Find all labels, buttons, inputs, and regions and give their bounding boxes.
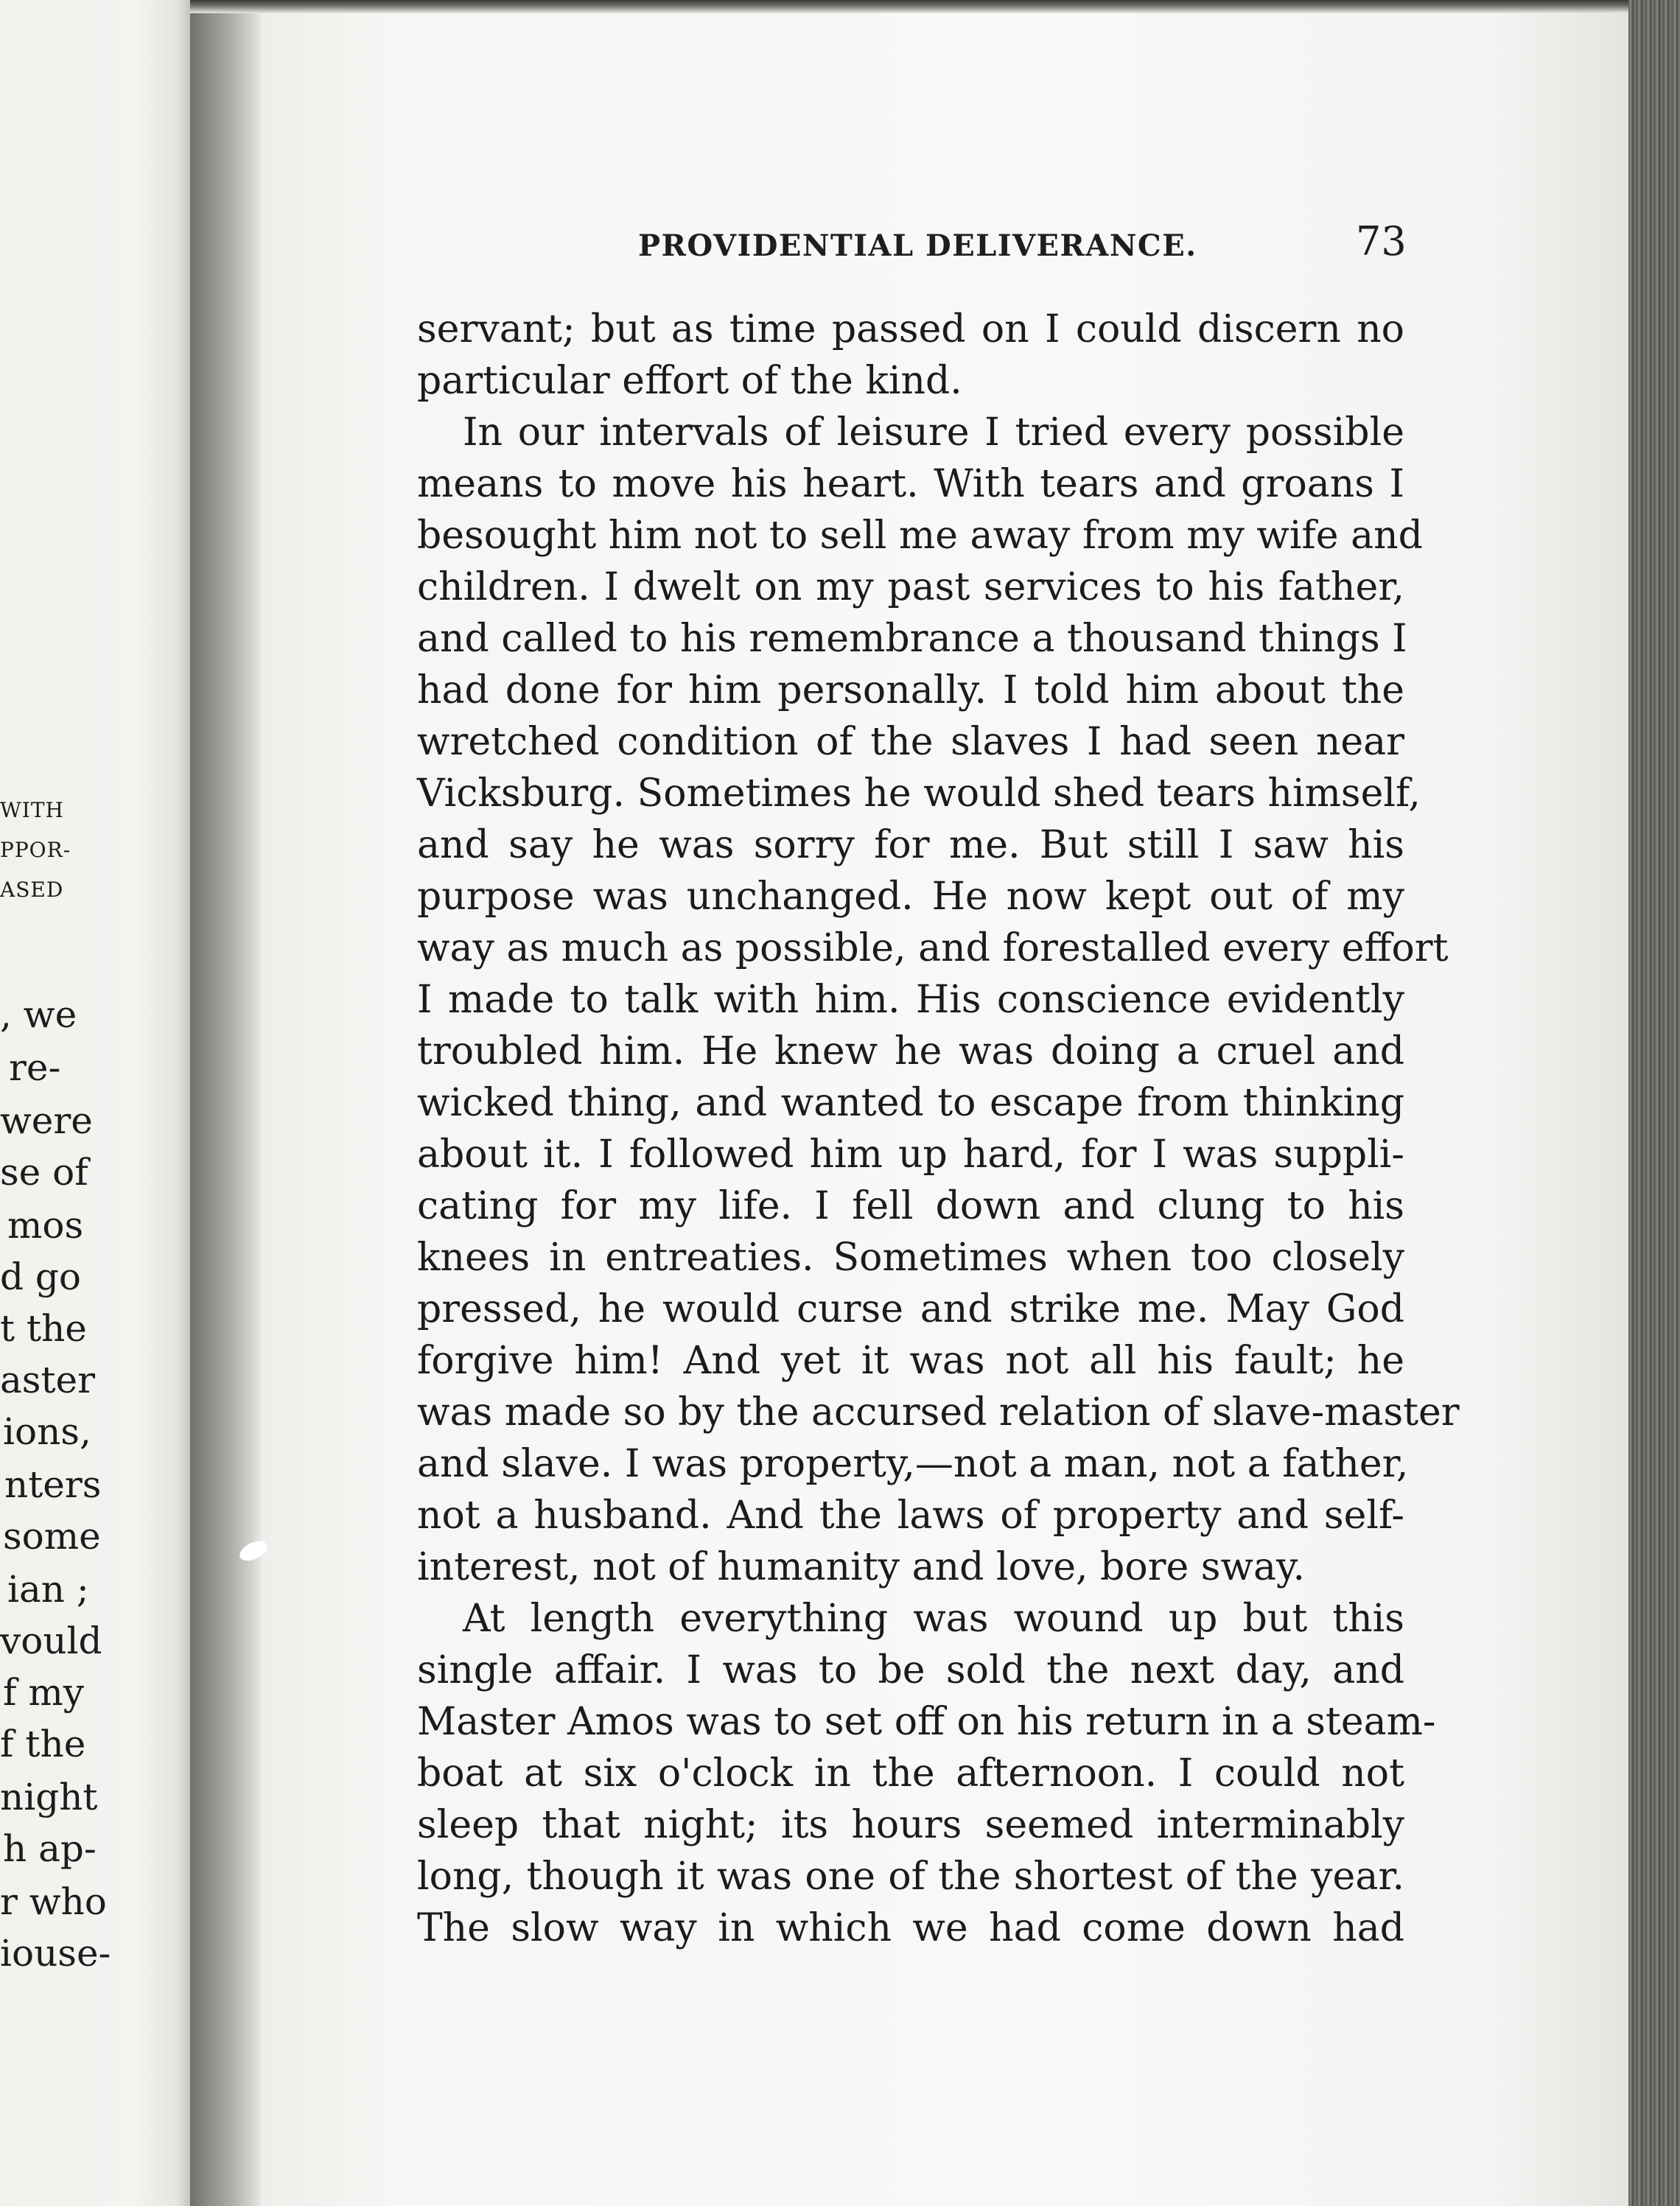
text-line: long, though it was one of the shortest of the year. (417, 1855, 1404, 1899)
left-page-line: ian ; (7, 1568, 89, 1611)
left-page-line: were (0, 1099, 93, 1142)
left-page-text (0, 0, 193, 2206)
text-line: way as much as possible, and forestalled every effort (417, 926, 1449, 970)
left-page-line: , we (0, 993, 77, 1036)
left-page-line: vould (0, 1620, 102, 1662)
text-line: and say he was sorry for me. But still I saw his (417, 823, 1404, 867)
text-line: Master Amos was to set off on his return in a steam- (417, 1700, 1436, 1744)
page-number: 73 (1356, 218, 1407, 265)
left-page-line: re- (9, 1046, 61, 1089)
left-page-line: r who (0, 1880, 107, 1923)
text-line: and called to his remembrance a thousand things I (417, 617, 1407, 661)
text-line: In our intervals of leisure I tried every possible (463, 410, 1404, 455)
text-line: wretched condition of the slaves I had seen near (417, 720, 1404, 764)
text-line: particular effort of the kind. (417, 359, 962, 403)
text-line: means to move his heart. With tears and groans I (417, 462, 1404, 506)
left-page-line: ASED (0, 878, 64, 902)
left-page-line: PPOR- (0, 838, 71, 862)
text-line: knees in entreaties. Sometimes when too closely (417, 1236, 1404, 1280)
left-page-line: mos (7, 1204, 84, 1247)
text-line: Vicksburg. Sometimes he would shed tears himself, (417, 771, 1421, 816)
text-line: The slow way in which we had come down had (417, 1906, 1404, 1950)
text-line: wicked thing, and wanted to escape from thinking (417, 1081, 1404, 1125)
left-page-line: h ap- (3, 1827, 97, 1870)
book-gutter (190, 0, 261, 2206)
left-page-line: f my (3, 1671, 85, 1714)
left-page-line: se of (0, 1151, 88, 1194)
text-line: and slave. I was property,—not a man, not a father, (417, 1442, 1409, 1486)
left-page-line: f the (0, 1723, 86, 1765)
left-page-line: t the (0, 1307, 87, 1350)
text-line: single affair. I was to be sold the next day, and (417, 1648, 1404, 1692)
left-page-line: some (3, 1515, 101, 1558)
text-line: had done for him personally. I told him about the (417, 668, 1404, 712)
text-line: about it. I followed him up hard, for I was suppli- (417, 1132, 1404, 1177)
left-page-line: aster (0, 1359, 96, 1401)
text-line: not a husband. And the laws of property and self- (417, 1494, 1404, 1538)
text-line: pressed, he would curse and strike me. May God (417, 1287, 1404, 1331)
text-line: sleep that night; its hours seemed interminably (417, 1803, 1404, 1847)
text-line: purpose was unchanged. He now kept out of my (417, 875, 1404, 919)
text-line: forgive him! And yet it was not all his fault; he (417, 1339, 1404, 1383)
text-line: troubled him. He knew he was doing a cruel and (417, 1029, 1404, 1074)
text-line: interest, not of humanity and love, bore sway. (417, 1545, 1305, 1589)
left-page-line: d go (0, 1256, 82, 1298)
left-page-line: nters (4, 1463, 102, 1506)
text-line: cating for my life. I fell down and clung to his (417, 1184, 1404, 1228)
text-line: I made to talk with him. His conscience evidently (417, 978, 1404, 1022)
text-line: besought him not to sell me away from my wife and (417, 514, 1423, 558)
text-line: At length everything was wound up but this (463, 1597, 1404, 1641)
text-line: servant; but as time passed on I could discern no (417, 307, 1404, 351)
left-page-line: iouse- (0, 1932, 111, 1975)
page-top-edge (190, 0, 1639, 13)
running-head: PROVIDENTIAL DELIVERANCE. (638, 228, 1197, 263)
text-line: children. I dwelt on my past services to his father, (417, 565, 1404, 609)
left-page-line: night (0, 1776, 98, 1818)
left-page-line: WITH (0, 798, 64, 822)
text-line: boat at six o'clock in the afternoon. I could not (417, 1751, 1404, 1796)
text-line: was made so by the accursed relation of slave-master (417, 1390, 1460, 1435)
book-page-edges (1628, 0, 1680, 2206)
left-page-line: ions, (3, 1410, 91, 1453)
